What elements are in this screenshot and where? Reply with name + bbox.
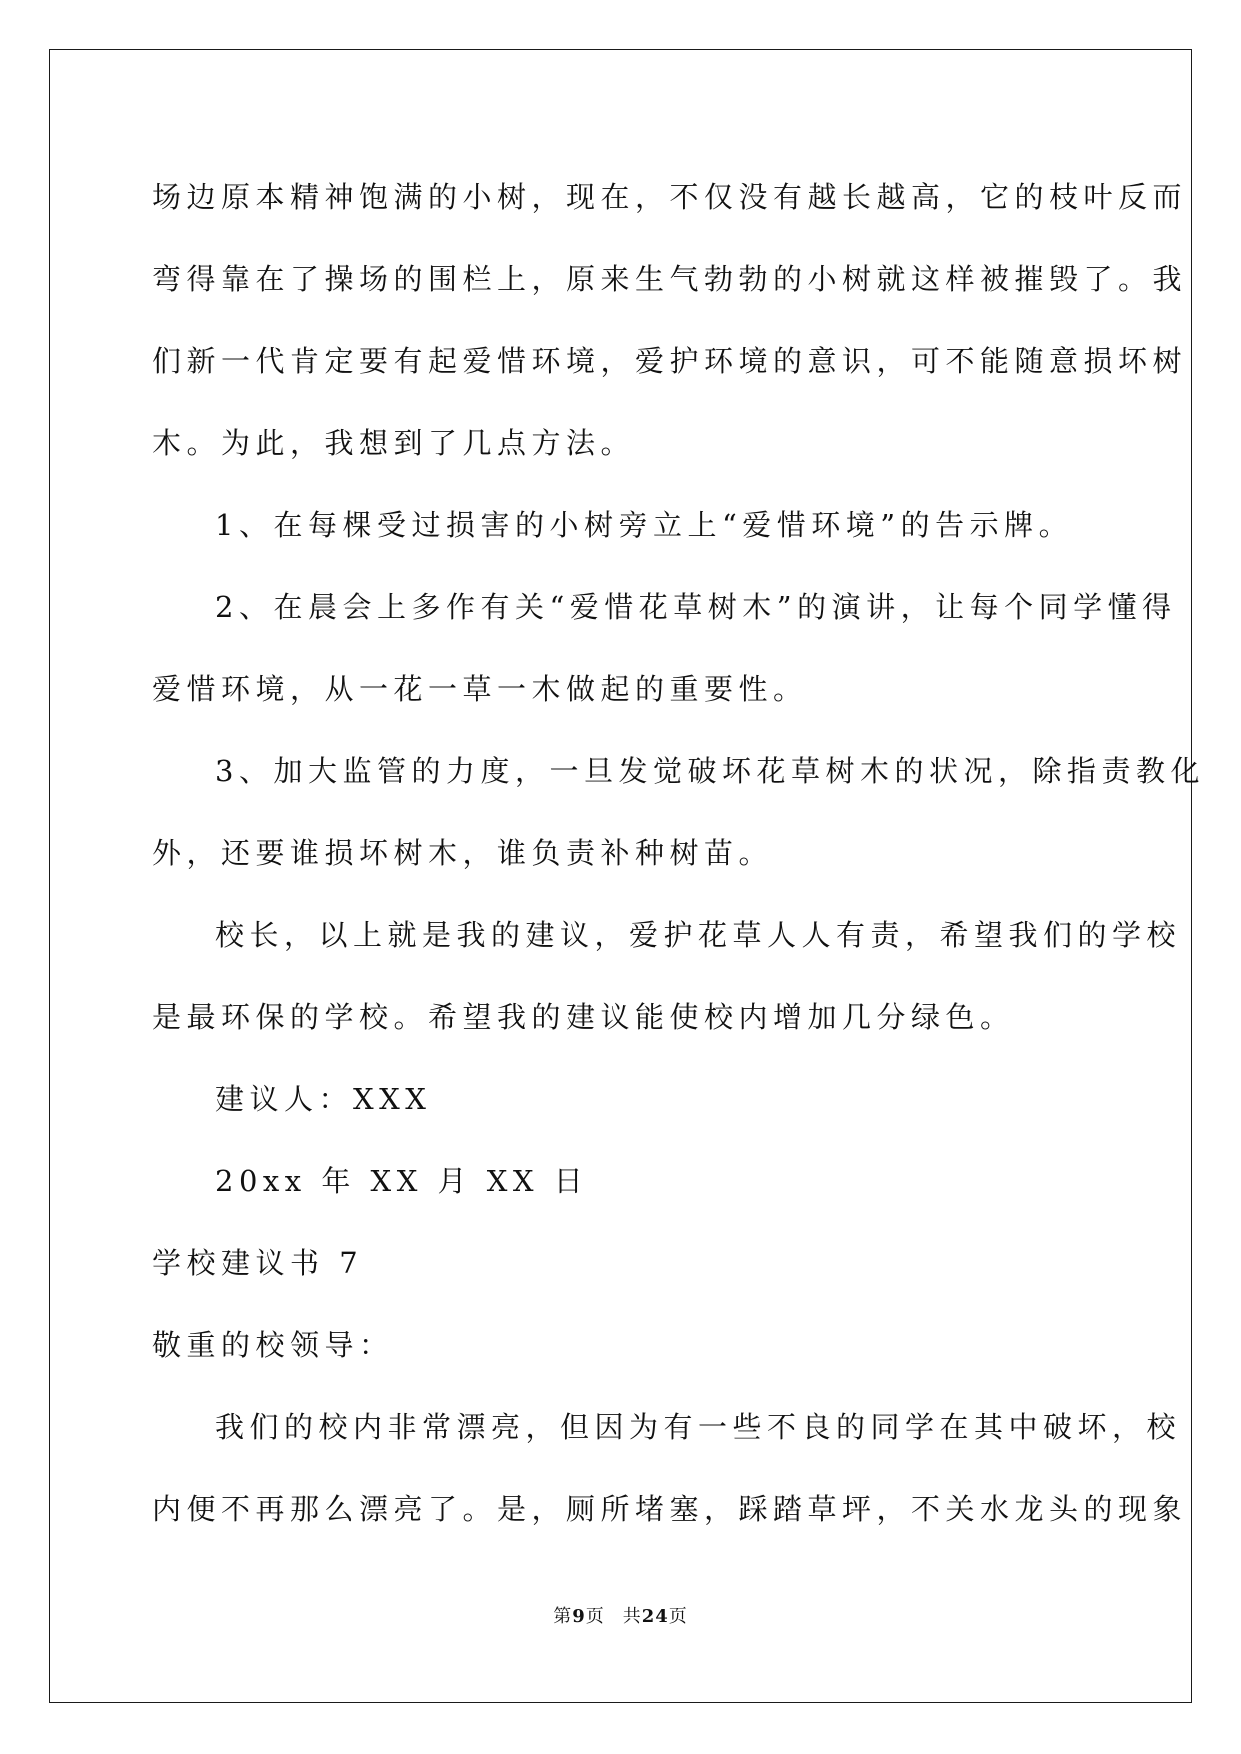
text-line: 们新一代肯定要有起爱惜环境，爱护环境的意识，可不能随意损坏树 bbox=[152, 344, 1188, 378]
text-line: 外，还要谁损坏树木，谁负责补种树苗。 bbox=[152, 836, 774, 870]
closing-paragraph: 校长，以上就是我的建议，爱护花草人人有责，希望我们的学校 bbox=[215, 918, 1182, 952]
date-line: 20xx 年 XX 月 XX 日 bbox=[215, 1164, 589, 1198]
text-line: 场边原本精神饱满的小树，现在，不仅没有越长越高，它的枝叶反而 bbox=[152, 180, 1188, 214]
total-suffix: 页 bbox=[668, 1606, 688, 1627]
text-line: 弯得靠在了操场的围栏上，原来生气勃勃的小树就这样被摧毁了。我 bbox=[152, 262, 1188, 296]
salutation: 敬重的校领导： bbox=[152, 1328, 394, 1362]
total-pages: 24 bbox=[641, 1606, 669, 1627]
list-item-1: 1、在每棵受过损害的小树旁立上“爱惜环境”的告示牌。 bbox=[215, 508, 1074, 542]
text-line: 木。为此，我想到了几点方法。 bbox=[152, 426, 636, 460]
list-item-3: 3、加大监管的力度，一旦发觉破坏花草树木的状况，除指责教化 bbox=[215, 754, 1205, 788]
document-body bbox=[152, 156, 1205, 1550]
page-number: 9 bbox=[572, 1606, 586, 1627]
page-suffix: 页 bbox=[585, 1606, 605, 1627]
text-line: 我们的校内非常漂亮，但因为有一些不良的同学在其中破坏，校 bbox=[215, 1410, 1182, 1444]
page-footer bbox=[0, 1602, 1241, 1628]
signature-line: 建议人：XXX bbox=[215, 1082, 432, 1116]
text-line: 内便不再那么漂亮了。是，厕所堵塞，踩踏草坪，不关水龙头的现象 bbox=[152, 1492, 1188, 1526]
text-line: 是最环保的学校。希望我的建议能使校内增加几分绿色。 bbox=[152, 1000, 1015, 1034]
list-item-2: 2、在晨会上多作有关“爱惜花草树木”的演讲，让每个同学懂得 bbox=[215, 590, 1177, 624]
text-line: 爱惜环境，从一花一草一木做起的重要性。 bbox=[152, 672, 808, 706]
section-title: 学校建议书 7 bbox=[152, 1246, 364, 1280]
total-prefix: 共 bbox=[622, 1606, 642, 1627]
page-prefix: 第 bbox=[553, 1606, 573, 1627]
